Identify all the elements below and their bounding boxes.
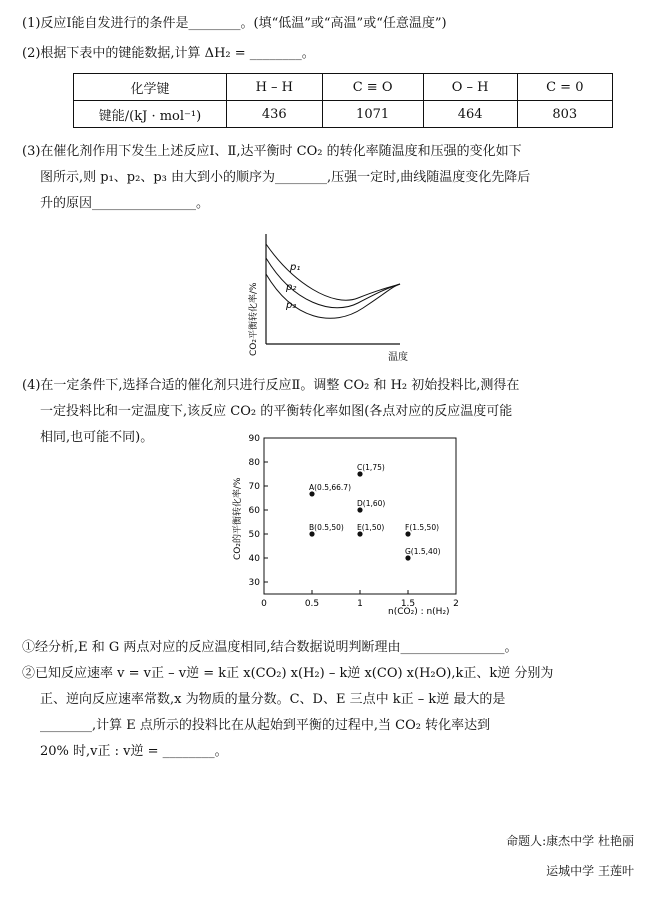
- x-tick-label: 2: [453, 599, 459, 609]
- table-header: C = 0: [517, 74, 612, 101]
- table-header: O – H: [423, 74, 517, 101]
- table-cell: 464: [423, 101, 517, 128]
- question-2: (2)根据下表中的键能数据,计算 ΔH₂ = ________。: [22, 46, 315, 61]
- table-header: H – H: [227, 74, 323, 101]
- y-tick-label: 70: [248, 482, 260, 492]
- table-header: 化学键: [74, 74, 227, 101]
- conversion-temperature-figure: [240, 232, 420, 372]
- fig1-xlabel: 温度: [388, 352, 408, 363]
- data-point-label: A(0.5,66.7): [309, 482, 351, 492]
- data-point-label: G(1.5,40): [405, 547, 441, 556]
- y-tick-label: 60: [248, 506, 260, 516]
- table-header-row: [74, 74, 613, 101]
- data-point: [357, 507, 362, 512]
- question-1: (1)反应Ⅰ能自发进行的条件是________。(填“低温”或“高温”或“任意温度”): [22, 16, 447, 31]
- fig1-ylabel: CO₂平衡转化率/%: [249, 282, 259, 356]
- table-cell: 436: [227, 101, 323, 128]
- question-4-line-1: (4)在一定条件下,选择合适的催化剂只进行反应Ⅱ。调整 CO₂ 和 H₂ 初始投料比,测得在: [22, 378, 520, 393]
- data-point-label: E(1,50): [357, 523, 385, 532]
- x-tick-label: 0.5: [304, 599, 320, 609]
- question-3-line-1: (3)在催化剂作用下发生上述反应Ⅰ、Ⅱ,达平衡时 CO₂ 的转化率随温度和压强的变化如下: [22, 144, 522, 159]
- conversion-ratio-scatter-chart: [228, 430, 478, 620]
- table-header: C ≡ O: [322, 74, 423, 101]
- sub-question-2-line-2: 正、逆向反应速率常数,x 为物质的量分数。C、D、E 三点中 k正 – k逆 最大的是: [40, 692, 506, 707]
- data-point: [357, 531, 362, 536]
- y-tick-label: 90: [248, 434, 260, 444]
- chart-xlabel: n(CO₂) : n(H₂): [388, 607, 450, 617]
- fig1-curve-p3: [266, 274, 400, 318]
- question-3-line-2: 图所示,则 p₁、p₂、p₃ 由大到小的顺序为________,压强一定时,曲线随温度变化先降后: [40, 170, 531, 185]
- x-tick-label: 0: [261, 599, 267, 609]
- y-tick-label: 30: [248, 578, 260, 588]
- data-point-label: C(1,75): [357, 463, 385, 472]
- y-tick-label: 80: [248, 458, 260, 468]
- sub-question-2-line-3: ________,计算 E 点所示的投料比在从起始到平衡的过程中,当 CO₂ 转化率达到: [40, 718, 491, 733]
- table-cell: 803: [517, 101, 612, 128]
- data-point: [405, 531, 410, 536]
- plot-frame: [264, 438, 456, 594]
- sub-question-2-line-1: ②已知反应速率 v = v正 – v逆 = k正 x(CO₂) x(H₂) – k逆 x(CO) x(H₂O),k正、k逆 分别为: [22, 666, 554, 681]
- data-point: [309, 491, 314, 496]
- data-point-label: B(0.5,50): [309, 523, 344, 532]
- sub-question-2-line-4: 20% 时,v正 : v逆 = ________。: [40, 744, 228, 759]
- fig1-label-p3: p₃: [286, 300, 297, 311]
- x-tick-label: 1: [357, 599, 363, 609]
- chart-ylabel: CO₂的平衡转化率/%: [233, 477, 243, 560]
- y-tick-label: 50: [248, 530, 260, 540]
- question-4-line-2: 一定投料比和一定温度下,该反应 CO₂ 的平衡转化率如图(各点对应的反应温度可能: [40, 404, 513, 419]
- data-point-label: D(1,60): [357, 499, 386, 508]
- data-point-label: F(1.5,50): [405, 523, 440, 532]
- fig1-label-p1: p₁: [290, 262, 301, 273]
- question-4-line-3: 相同,也可能不同)。: [40, 430, 154, 445]
- question-3-line-3: 升的原因________________。: [40, 196, 210, 211]
- table-row-label: 键能/(kJ · mol⁻¹): [74, 101, 227, 128]
- x-tick-label: 1.5: [400, 599, 416, 609]
- bond-energy-table: [73, 73, 613, 128]
- author-line-2: 运城中学 王莲叶: [546, 864, 634, 878]
- table-row: [74, 101, 613, 128]
- sub-question-1: ①经分析,E 和 G 两点对应的反应温度相同,结合数据说明判断理由________________。: [22, 640, 518, 655]
- table-cell: 1071: [322, 101, 423, 128]
- fig1-label-p2: p₂: [286, 282, 297, 293]
- data-point: [357, 471, 362, 476]
- y-tick-label: 40: [248, 554, 260, 564]
- author-line-1: 命题人:康杰中学 杜艳丽: [506, 834, 634, 848]
- data-point: [405, 555, 410, 560]
- data-point: [309, 531, 314, 536]
